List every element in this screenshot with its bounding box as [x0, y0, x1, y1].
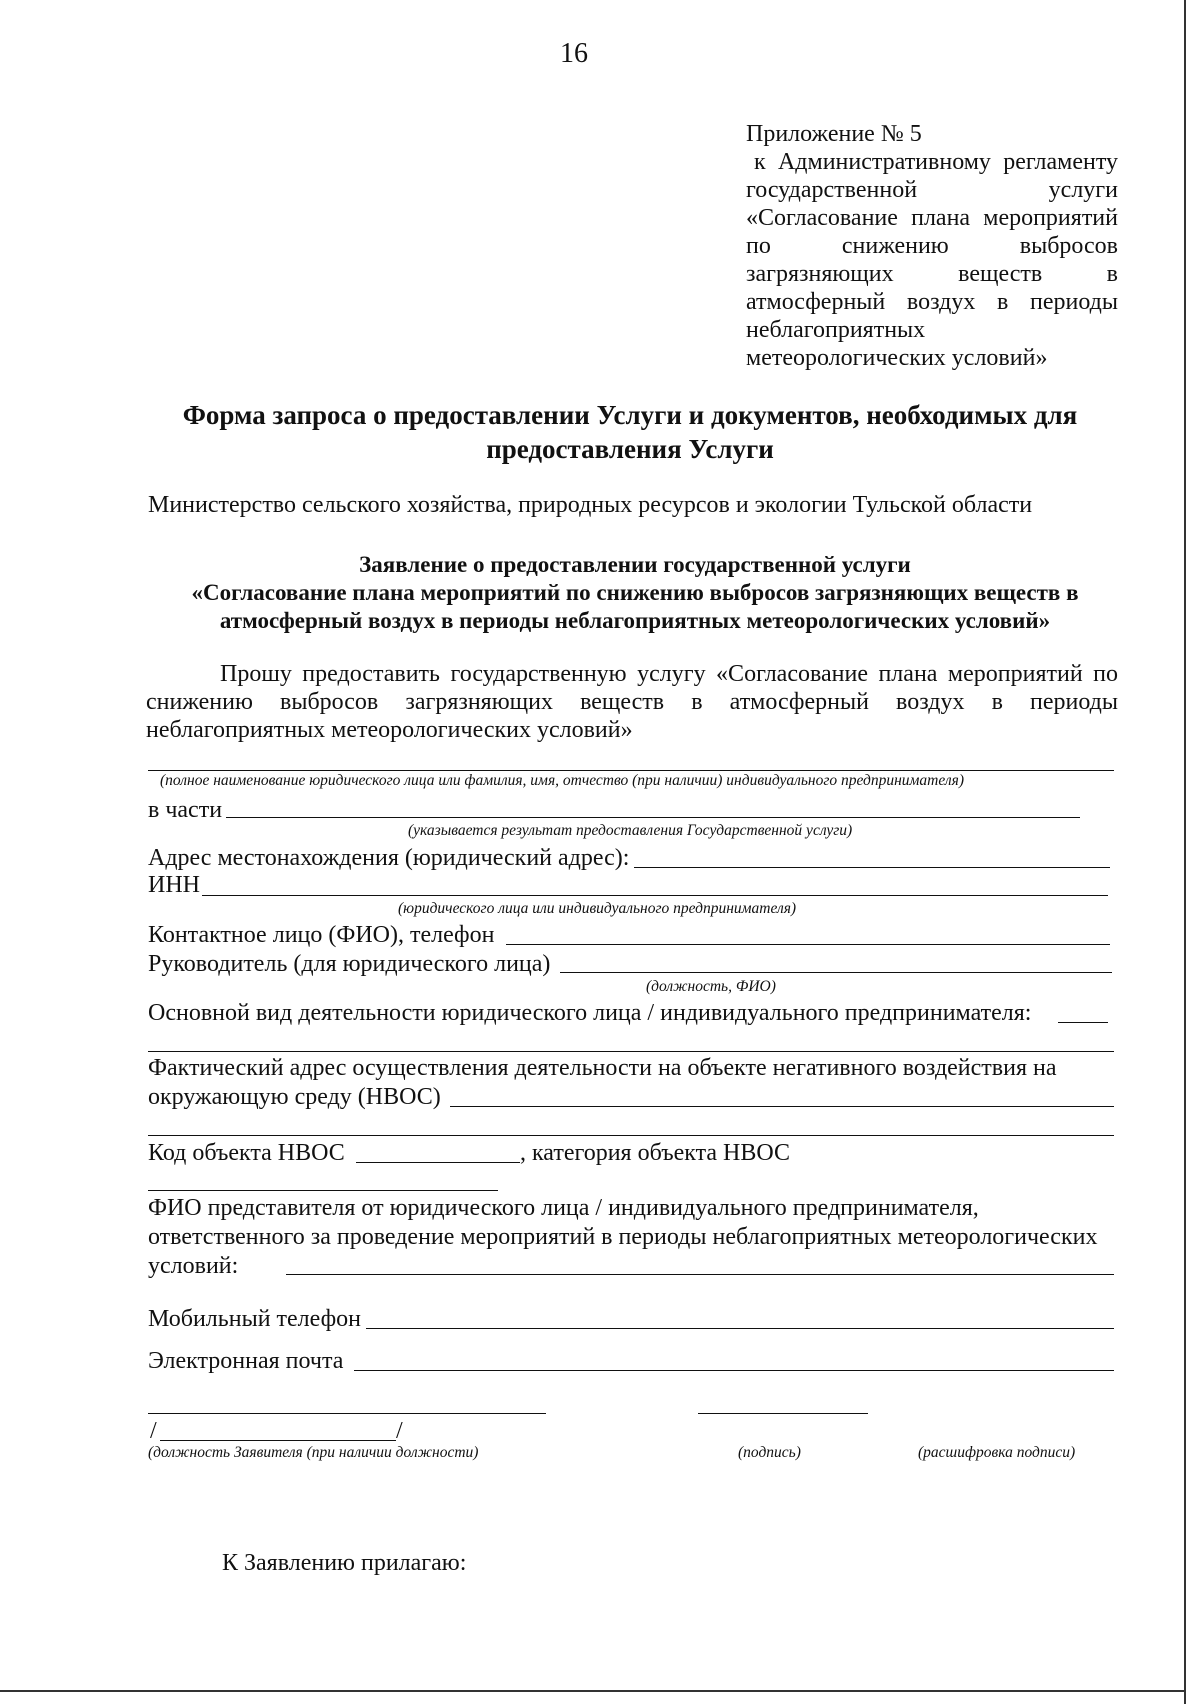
signature-top-line-right — [698, 1413, 868, 1414]
representative-label: ФИО представителя от юридического лица / индивидуального предпринимателя, — [148, 1195, 979, 1221]
head-label: Руководитель (для юридического лица) — [148, 951, 551, 977]
main-activity-label: Основной вид деятельности юридического лица / индивидуального предпринимателя: — [148, 1000, 1032, 1026]
appendix-line: государственной услуги — [746, 177, 1118, 203]
applicant-name-caption: (полное наименование юридического лица или фамилия, имя, отчество (при наличии) индивидуального предпринимателя) — [160, 772, 964, 789]
page-number: 16 — [560, 38, 588, 69]
appendix-line: загрязняющих веществ в — [746, 261, 1118, 287]
applicant-position-field[interactable] — [160, 1440, 396, 1441]
representative-label-line2: ответственного за проведение мероприятий в периоды неблагоприятных метеорологических — [148, 1224, 1098, 1250]
email-label: Электронная почта — [148, 1348, 344, 1374]
request-line: снижению выбросов загрязняющих веществ в атмосферный воздух в периоды — [146, 689, 1118, 715]
actual-address-label: Фактический адрес осуществления деятельности на объекте негативного воздействия на — [148, 1055, 1057, 1081]
appendix-line: метеорологических условий» — [746, 345, 1048, 371]
ministry-name: Министерство сельского хозяйства, природных ресурсов и экологии Тульской области — [148, 492, 1033, 518]
form-title — [130, 398, 1130, 466]
in-part-label: в части — [148, 797, 223, 823]
object-code-field[interactable] — [356, 1162, 520, 1163]
in-part-field[interactable] — [226, 817, 1080, 818]
inn-field[interactable] — [202, 895, 1108, 896]
appendix-line: Приложение № 5 — [746, 121, 922, 147]
appendix-line: «Согласование плана мероприятий — [746, 205, 1118, 231]
actual-address-field-line2[interactable] — [148, 1135, 1114, 1136]
object-category-label: , категория объекта НВОС — [520, 1140, 791, 1166]
inn-label: ИНН — [148, 872, 200, 898]
representative-field[interactable] — [286, 1274, 1114, 1275]
appendix-line: к Административному регламенту — [754, 149, 1118, 175]
object-category-field[interactable] — [148, 1190, 498, 1191]
mobile-label: Мобильный телефон — [148, 1306, 361, 1332]
head-field[interactable] — [560, 972, 1112, 973]
contact-label: Контактное лицо (ФИО), телефон — [148, 922, 495, 948]
legal-address-field[interactable] — [634, 867, 1110, 868]
signature-top-line-left — [148, 1413, 546, 1414]
application-title-line: «Согласование плана мероприятий по снижению выбросов загрязняющих веществ в — [191, 580, 1079, 605]
main-activity-field-line2[interactable] — [148, 1051, 1114, 1052]
application-title-line: Заявление о предоставлении государственной услуги — [359, 552, 911, 577]
applicant-position-caption: (должность Заявителя (при наличии должности) — [148, 1444, 479, 1461]
mobile-field[interactable] — [366, 1328, 1114, 1329]
representative-label-line3: условий: — [148, 1253, 239, 1279]
scan-edge-bottom — [0, 1690, 1186, 1692]
appendix-line: атмосферный воздух в периоды — [746, 289, 1118, 315]
main-activity-field[interactable] — [1058, 1022, 1108, 1023]
applicant-name-line[interactable] — [148, 770, 1114, 771]
appendix-line: по снижению выбросов — [746, 233, 1118, 259]
form-title-line: Форма запроса о предоставлении Услуги и документов, необходимых для — [182, 400, 1078, 430]
signature-caption: (подпись) — [738, 1444, 801, 1461]
application-title-line: атмосферный воздух в периоды неблагоприятных метеорологических условий» — [219, 608, 1051, 633]
application-title — [140, 551, 1130, 635]
actual-address-field[interactable] — [450, 1106, 1114, 1107]
form-title-line: предоставления Услуги — [486, 434, 774, 464]
actual-address-label-line2: окружающую среду (НВОС) — [148, 1084, 441, 1110]
result-caption: (указывается результат предоставления Государственной услуги) — [408, 822, 853, 839]
signature-decoding-caption: (расшифровка подписи) — [918, 1444, 1076, 1461]
object-code-label: Код объекта НВОС — [148, 1140, 345, 1166]
scan-edge-right — [1184, 0, 1186, 1704]
position-slash-left: / — [150, 1418, 157, 1444]
email-field[interactable] — [354, 1370, 1114, 1371]
position-fio-caption: (должность, ФИО) — [646, 978, 776, 995]
request-line: неблагоприятных метеорологических условий» — [146, 717, 633, 743]
inn-caption: (юридического лица или индивидуального предпринимателя) — [398, 900, 797, 917]
position-slash-right: / — [396, 1418, 403, 1444]
legal-address-label: Адрес местонахождения (юридический адрес): — [148, 845, 630, 871]
attachments-label: К Заявлению прилагаю: — [222, 1550, 467, 1576]
request-line: Прошу предоставить государственную услугу «Согласование плана мероприятий по — [220, 661, 1118, 687]
appendix-header — [746, 120, 1118, 372]
contact-field[interactable] — [506, 944, 1110, 945]
appendix-line: неблагоприятных — [746, 317, 926, 343]
request-paragraph — [146, 660, 1118, 744]
